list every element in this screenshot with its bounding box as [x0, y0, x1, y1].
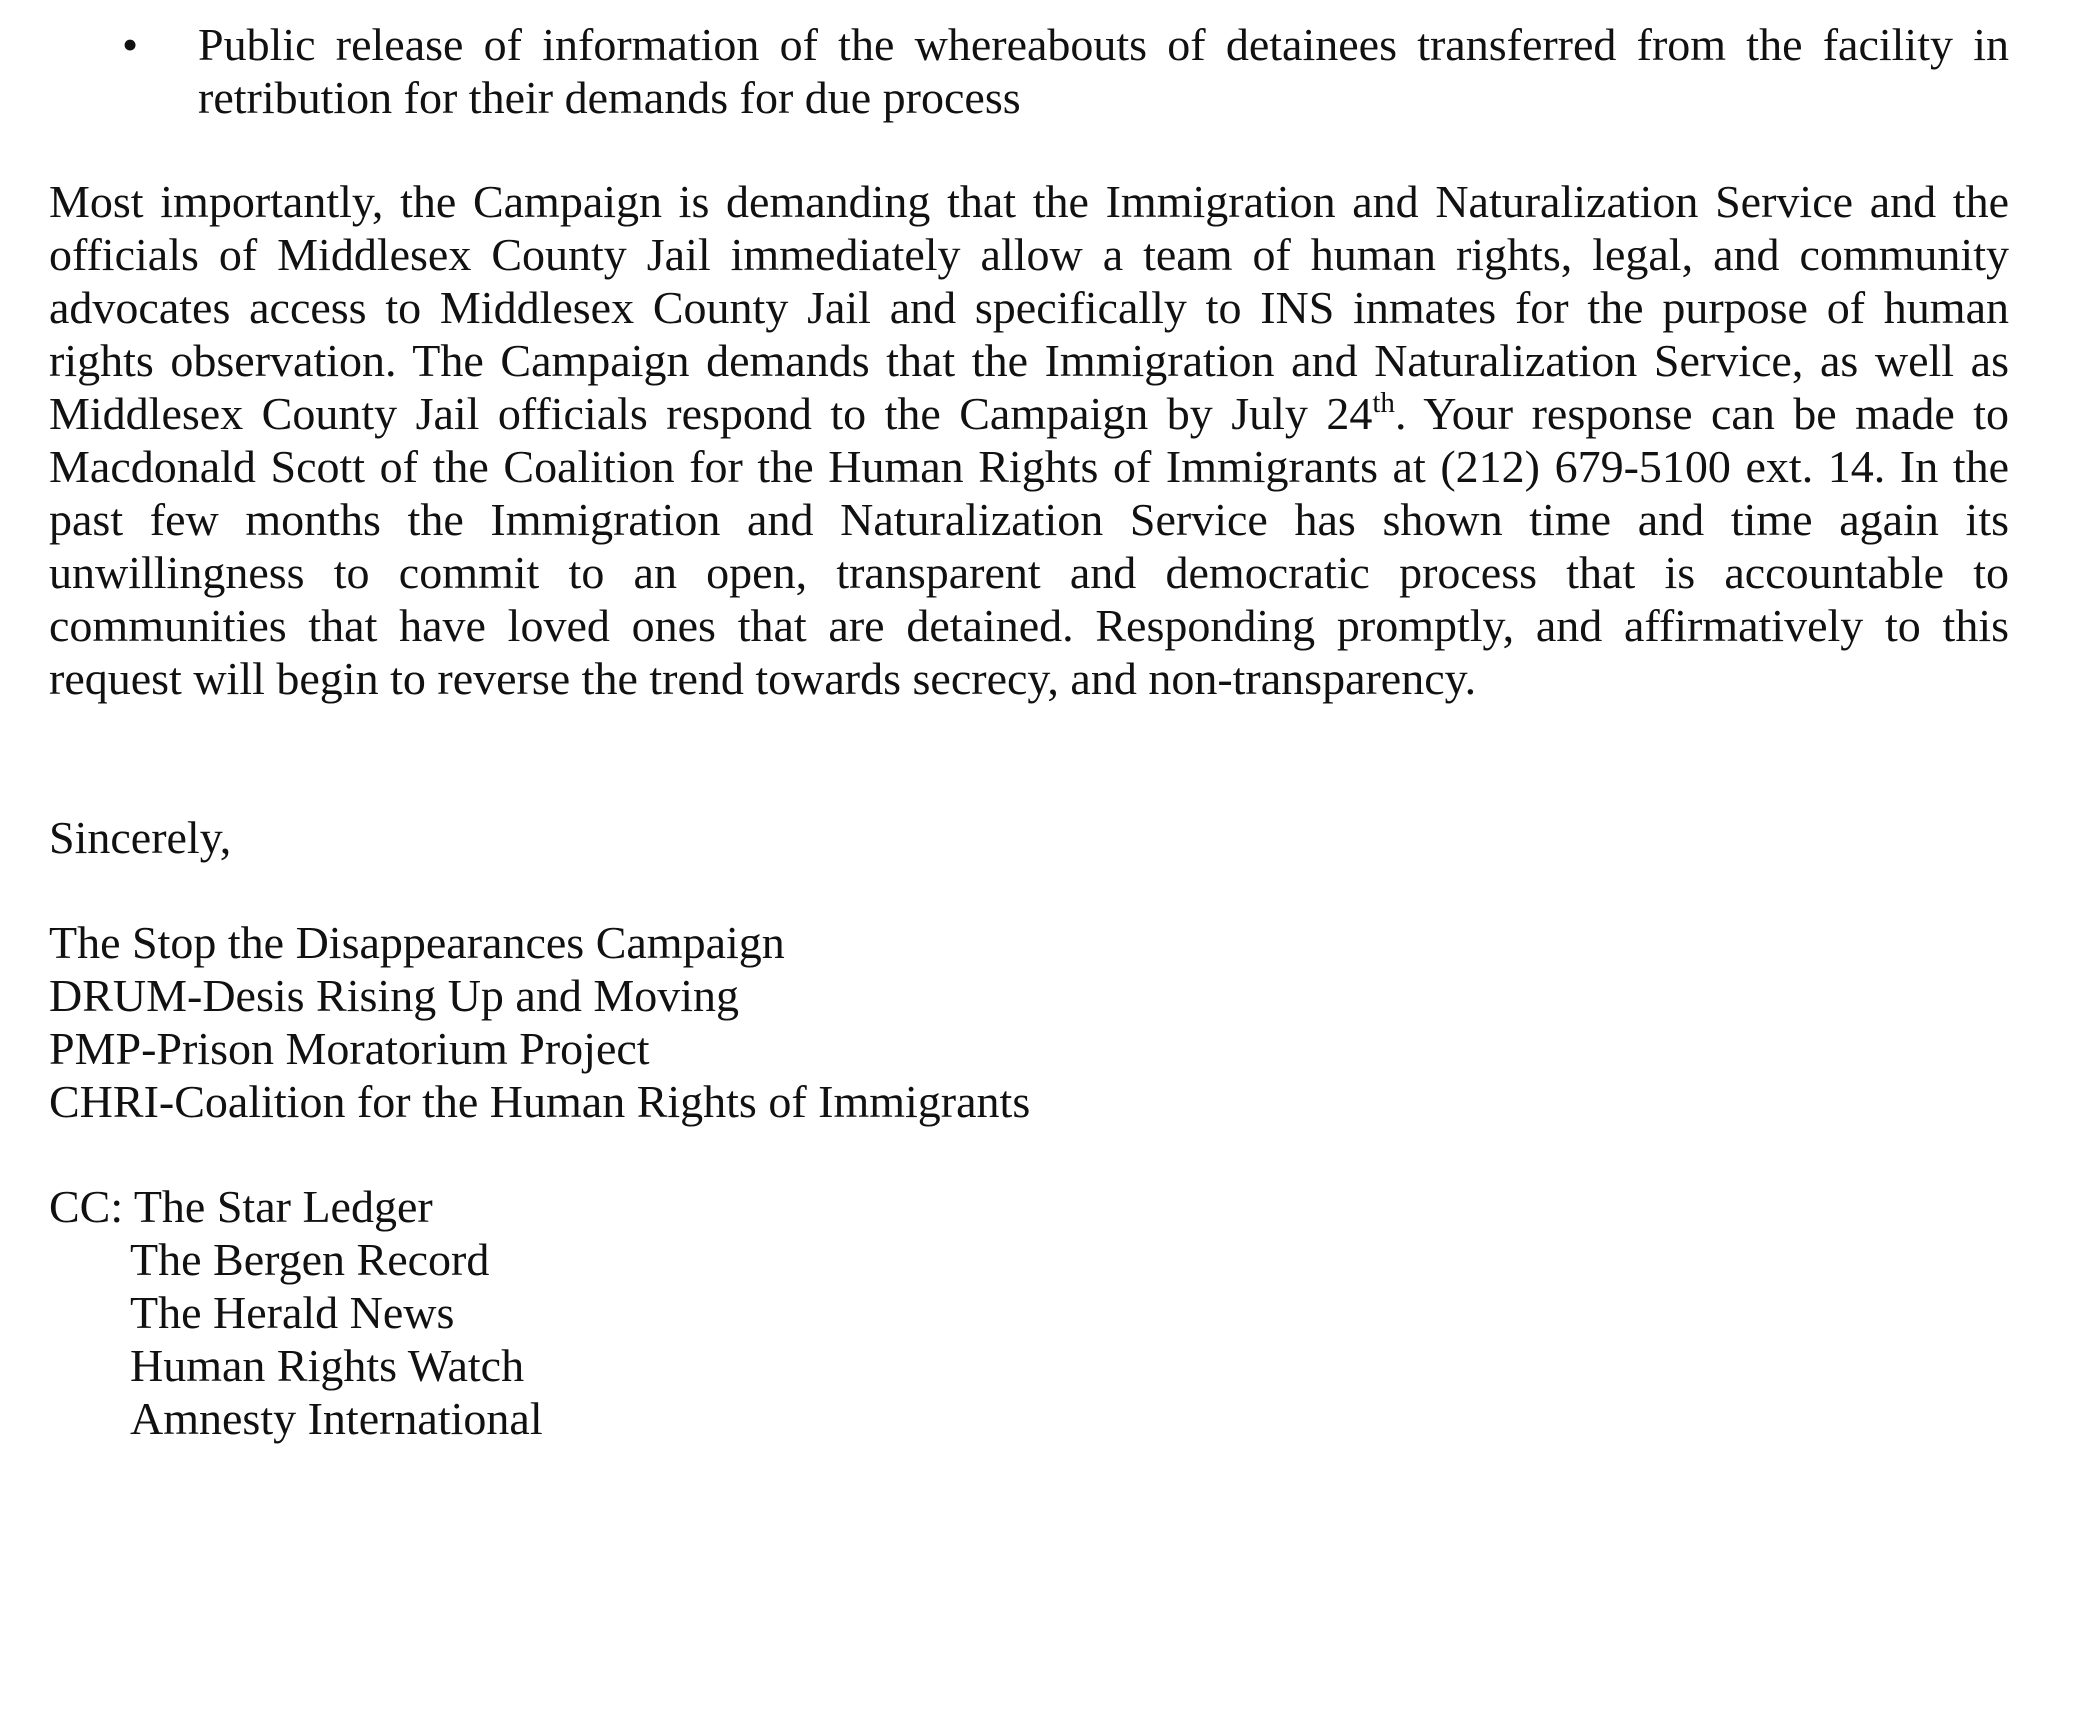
cc-recipient-list — [130, 1233, 543, 1445]
cc-recipient: Amnesty International — [130, 1393, 543, 1444]
cc-line — [49, 1180, 433, 1233]
body-paragraph-text-start: Most importantly, the Campaign is demanding that the Immigration and Naturalization Service and the officials of Middlesex County Jail immediately allow a team of human rights, legal, and community advocates access to Middlesex County Jail and specifically to INS inmates for the purpose of human rights observation. The Campaign demands that the Immigration and Naturalization Service, as well as Middlesex County Jail officials respond to the Campaign by July 24 — [49, 176, 2009, 439]
cc-recipient: Human Rights Watch — [130, 1340, 525, 1391]
cc-recipient: The Star Ledger — [133, 1181, 433, 1232]
bullet-point: • — [122, 19, 139, 70]
body-paragraph-text-end: . Your response can be made to Macdonald Scott of the Coalition for the Human Rights of Immigrants at (212) 679-5100 ext. 14. In the past few months the Immigration and Naturalization Service has shown time and time again its unwillingness to commit to an open, transparent and democratic process that is accountable to communities that have loved ones that are detained. Responding promptly, and affirmatively to this request will begin to reverse the trend towards secrecy, and non-transparency. — [49, 388, 2010, 704]
bullet-list-item — [49, 18, 2009, 124]
bullet-text: Public release of information of the whereabouts of detainees transferred from the facility in retribution for their demands for due process — [198, 19, 2009, 123]
signatory-line: PMP-Prison Moratorium Project — [49, 1023, 650, 1074]
body-paragraph — [49, 175, 2009, 705]
cc-recipient: The Bergen Record — [130, 1234, 490, 1285]
signatory-line: The Stop the Disappearances Campaign — [49, 917, 785, 968]
signatory-line: CHRI-Coalition for the Human Rights of Immigrants — [49, 1076, 1031, 1127]
signatory-line: DRUM-Desis Rising Up and Moving — [49, 970, 740, 1021]
cc-recipient: The Herald News — [130, 1287, 455, 1338]
signatory-list — [49, 916, 1030, 1128]
letter-closing: Sincerely, — [49, 812, 232, 863]
ordinal-superscript: th — [1372, 387, 1395, 419]
cc-label: CC: — [49, 1181, 124, 1232]
